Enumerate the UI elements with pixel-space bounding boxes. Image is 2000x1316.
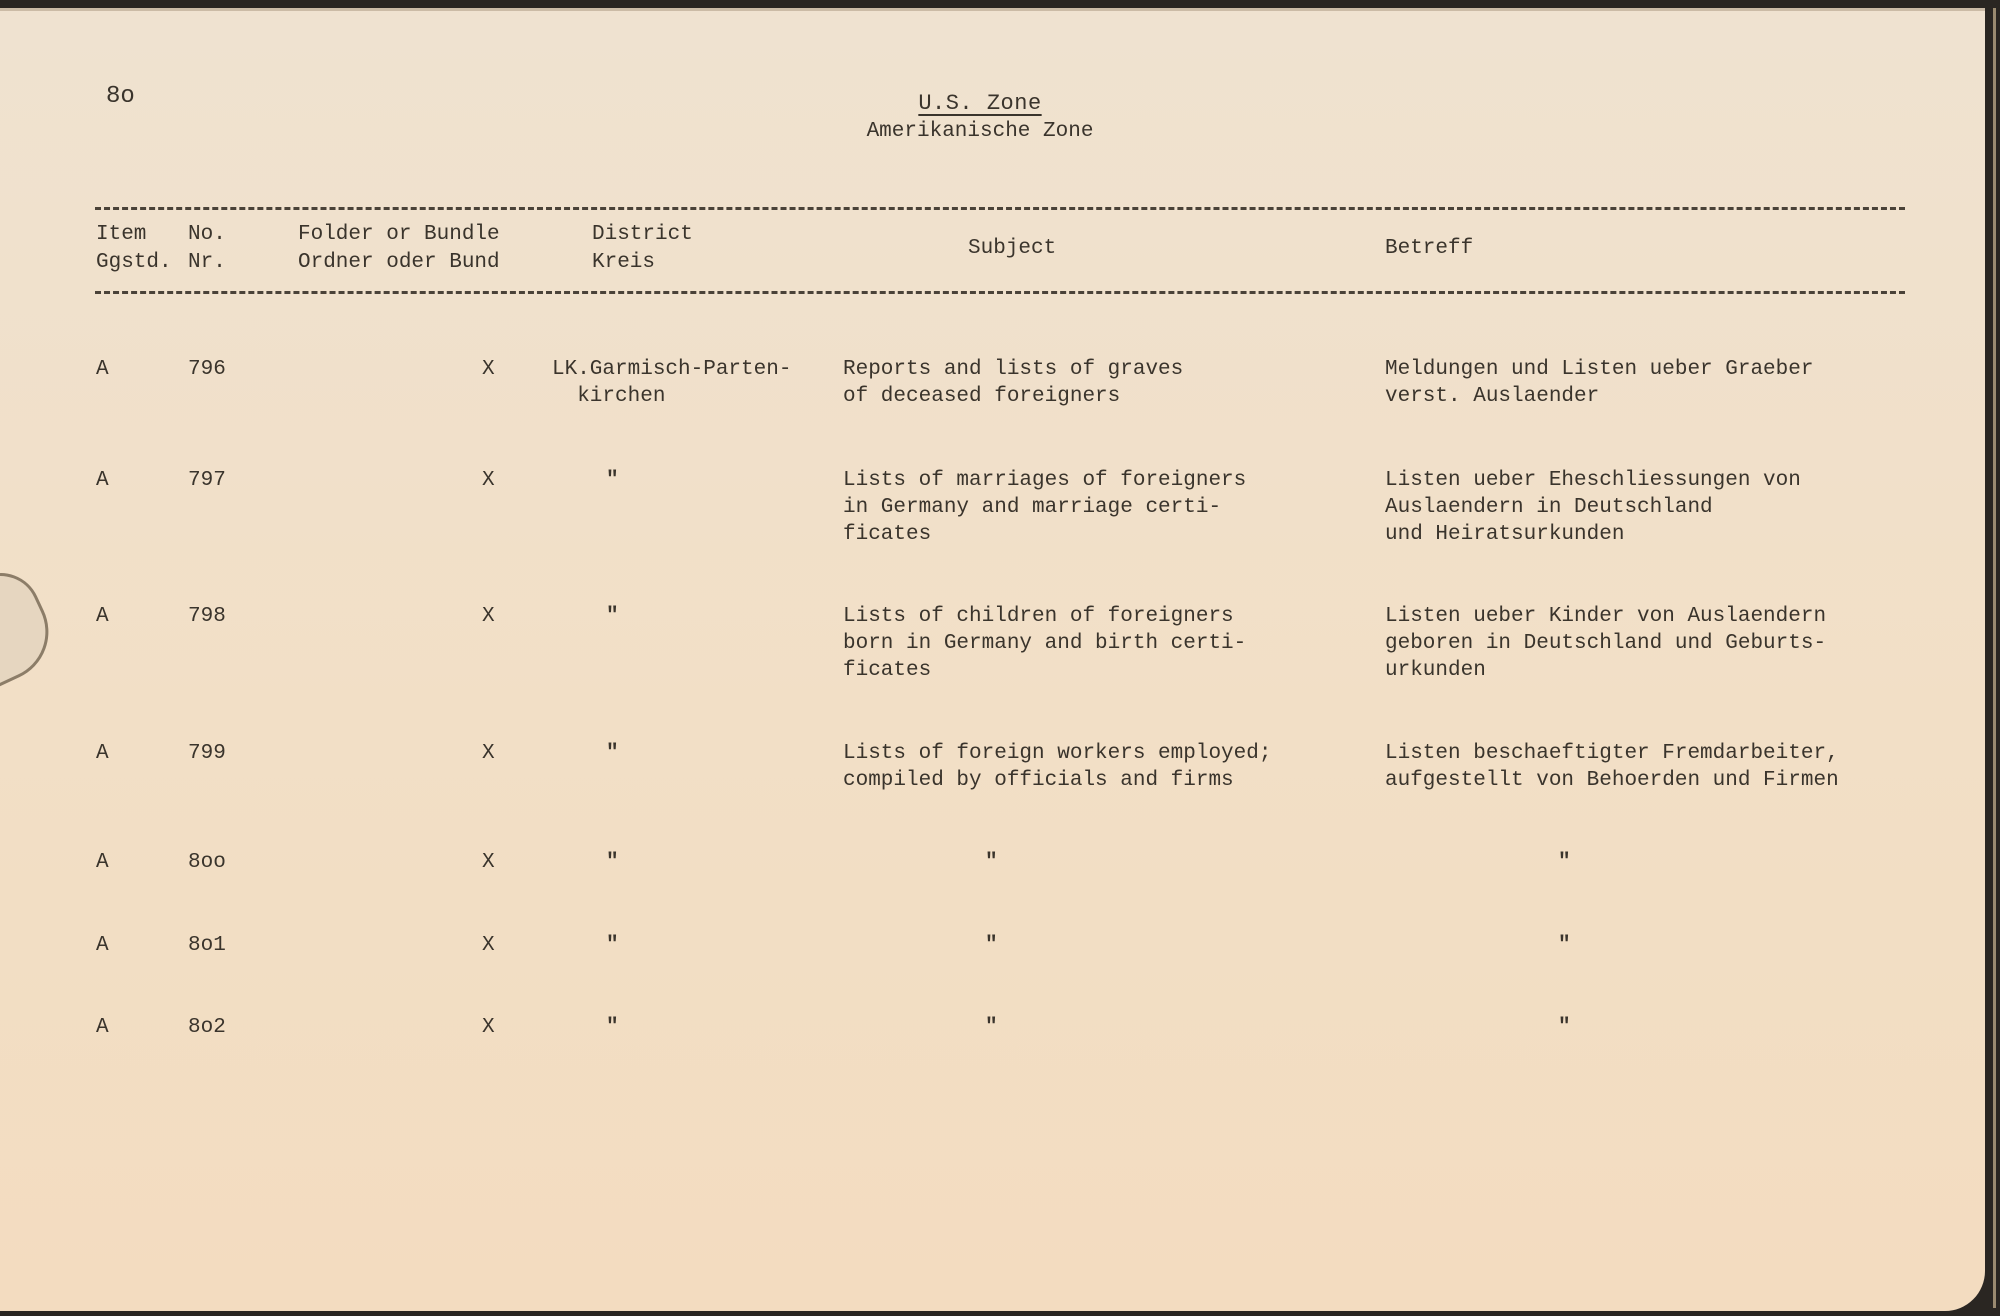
- cell-subject: ": [985, 934, 998, 957]
- column-header-district: [592, 221, 693, 277]
- cell-no: 8o2: [188, 1016, 226, 1039]
- header-label: Folder or Bundle: [298, 223, 500, 246]
- header-rule-top: [95, 207, 1905, 210]
- cell-no: 8oo: [188, 851, 226, 874]
- cell-no: 797: [188, 469, 226, 492]
- cell-folder: X: [482, 358, 495, 381]
- header-label: Ggstd.: [96, 251, 172, 274]
- column-header-folder: [298, 221, 500, 277]
- cell-betreff: Listen beschaeftigter Fremdarbeiter, aufgestellt von Behoerden und Firmen: [1385, 742, 1839, 792]
- cell-betreff: ": [1558, 851, 1571, 874]
- cell-no: 796: [188, 358, 226, 381]
- header-rule-bottom: [95, 291, 1905, 294]
- binder-tab: [0, 560, 65, 688]
- cell-folder: X: [482, 605, 495, 628]
- cell-subject: ": [985, 1016, 998, 1039]
- document-page: [0, 8, 1985, 1311]
- cell-item: A: [96, 605, 109, 628]
- cell-district: LK.Garmisch-Parten- kirchen: [552, 358, 792, 408]
- cell-no: 798: [188, 605, 226, 628]
- cell-subject: Lists of marriages of foreigners in Germany and marriage certi- ficates: [843, 469, 1247, 546]
- cell-item: A: [96, 469, 109, 492]
- cell-item: A: [96, 934, 109, 957]
- column-header-no: [188, 221, 226, 277]
- cell-subject: Reports and lists of graves of deceased foreigners: [843, 358, 1184, 408]
- cell-item: A: [96, 851, 109, 874]
- cell-betreff: ": [1558, 1016, 1571, 1039]
- header-label: District: [592, 223, 693, 246]
- header-label: Nr.: [188, 251, 226, 274]
- cell-folder: X: [482, 469, 495, 492]
- cell-betreff: Listen ueber Eheschliessungen von Auslaendern in Deutschland und Heiratsurkunden: [1385, 469, 1801, 546]
- cell-folder: X: [482, 1016, 495, 1039]
- page-title: U.S. Zone: [918, 91, 1042, 116]
- cell-subject: ": [985, 851, 998, 874]
- cell-folder: X: [482, 934, 495, 957]
- cell-district: ": [606, 742, 619, 765]
- header-label: No.: [188, 223, 226, 246]
- cell-district: ": [606, 605, 619, 628]
- cell-no: 799: [188, 742, 226, 765]
- title-block: [780, 91, 1180, 143]
- cell-item: A: [96, 358, 109, 381]
- cell-district: ": [606, 1016, 619, 1039]
- cell-subject: Lists of foreign workers employed; compiled by officials and firms: [843, 742, 1272, 792]
- column-header-item: [96, 221, 172, 277]
- cell-district: ": [606, 469, 619, 492]
- cell-item: A: [96, 1016, 109, 1039]
- cell-betreff: Meldungen und Listen ueber Graeber verst. Auslaender: [1385, 358, 1814, 408]
- cell-district: ": [606, 851, 619, 874]
- page-edge: [1993, 8, 1996, 1308]
- header-label: Ordner oder Bund: [298, 251, 500, 274]
- cell-item: A: [96, 742, 109, 765]
- cell-district: ": [606, 934, 619, 957]
- header-label: Kreis: [592, 251, 656, 274]
- cell-betreff: Listen ueber Kinder von Auslaendern geboren in Deutschland und Geburts- urkunden: [1385, 605, 1827, 682]
- page-subtitle: Amerikanische Zone: [866, 120, 1094, 143]
- cell-subject: Lists of children of foreigners born in Germany and birth certi- ficates: [843, 605, 1247, 682]
- header-label: Item: [96, 223, 147, 246]
- page-number: 8o: [106, 83, 135, 110]
- cell-folder: X: [482, 851, 495, 874]
- cell-no: 8o1: [188, 934, 226, 957]
- cell-betreff: ": [1558, 934, 1571, 957]
- column-header-subject: Subject: [968, 237, 1057, 260]
- column-header-betreff: Betreff: [1385, 237, 1474, 260]
- cell-folder: X: [482, 742, 495, 765]
